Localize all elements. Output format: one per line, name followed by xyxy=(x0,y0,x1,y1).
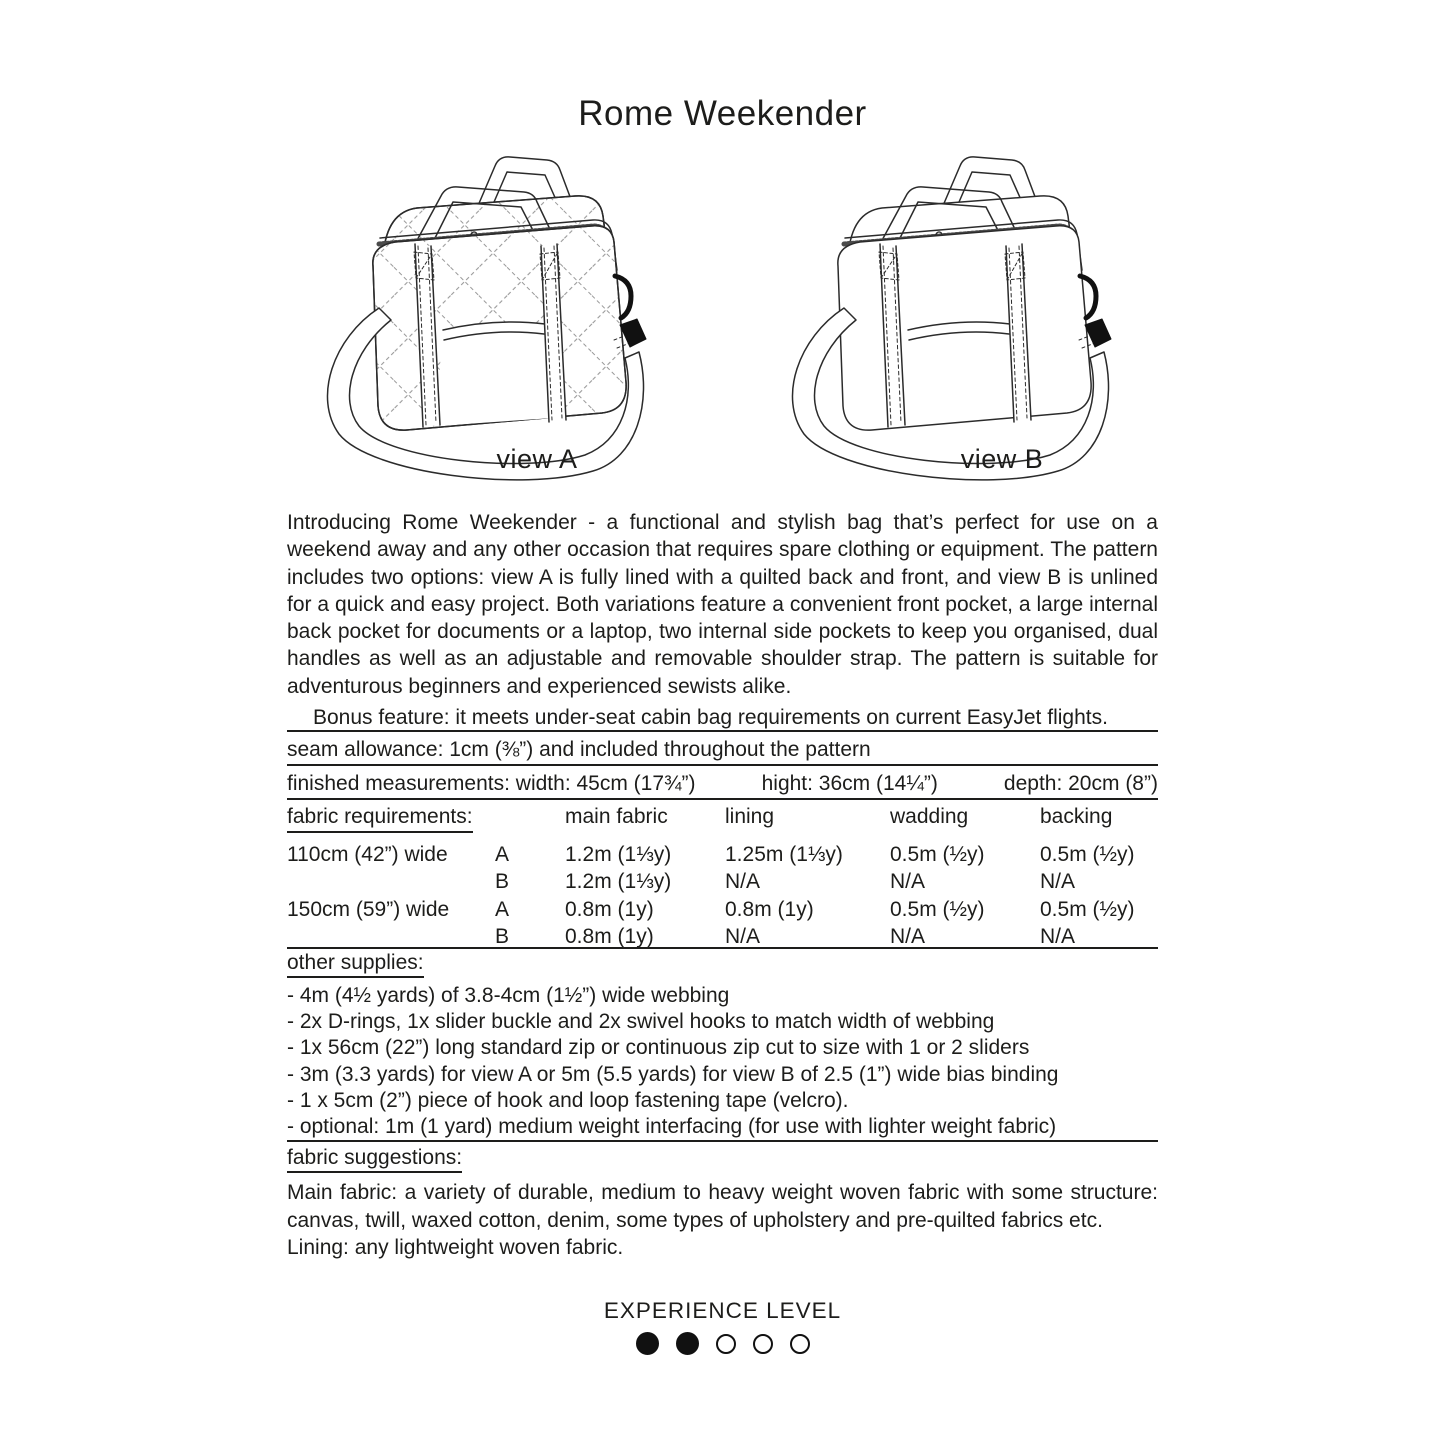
suggestion-line: Lining: any lightweight woven fabric. xyxy=(287,1236,624,1259)
supply-item: - optional: 1m (1 yard) medium weight interfacing (for use with lighter weight fabric) xyxy=(287,1115,1057,1139)
divider xyxy=(287,764,1158,766)
cell-main-fabric: 0.8m (1y) xyxy=(565,925,654,949)
experience-level-label: EXPERIENCE LEVEL xyxy=(603,1298,842,1323)
view-b-label: view B xyxy=(960,444,1044,474)
cell-backing: 0.5m (½y) xyxy=(1040,897,1135,921)
divider xyxy=(287,947,1158,949)
column-header-main-fabric: main fabric xyxy=(565,805,668,828)
divider xyxy=(287,730,1158,732)
bag-illustration-view-a xyxy=(295,140,695,515)
measurement-height: hight: 36cm (14¼”) xyxy=(761,772,938,795)
other-supplies-section xyxy=(287,951,1158,1140)
measurement-width xyxy=(287,770,696,797)
supply-item: - 4m (4½ yards) of 3.8-4cm (1½”) wide webbing xyxy=(287,984,730,1007)
cell-wadding: N/A xyxy=(890,870,926,894)
bag-illustration-view-b xyxy=(760,140,1160,515)
row-view-letter: B xyxy=(495,870,510,894)
cell-main-fabric: 1.2m (1⅓y) xyxy=(565,870,672,894)
cell-main-fabric: 1.2m (1⅓y) xyxy=(565,843,672,866)
fabric-suggestions-section xyxy=(287,1146,1158,1262)
bag-body xyxy=(838,226,1091,430)
row-view-letter: B xyxy=(495,925,510,949)
row-width-label xyxy=(287,868,495,895)
fabric-requirements-heading: fabric requirements: xyxy=(287,804,565,841)
column-header-lining: lining xyxy=(725,805,775,828)
cell-wadding: N/A xyxy=(890,925,926,949)
suggestion-line: Main fabric: a variety of durable, medium to heavy weight woven fabric with some structure: canvas, twill, waxed cotton, denim, some types of upholstery and pre-quilted fabrics etc. xyxy=(287,1181,1158,1232)
supply-item: - 3m (3.3 yards) for view A or 5m (5.5 yards) for view B of 2.5 (1”) wide bias binding xyxy=(287,1062,1059,1086)
finished-measurements-label: finished measurements: xyxy=(287,772,510,795)
view-a-label: view A xyxy=(496,444,578,474)
divider xyxy=(287,798,1158,800)
experience-dot xyxy=(753,1334,773,1354)
supply-item: - 1x 56cm (22”) long standard zip or continuous zip cut to size with 1 or 2 sliders xyxy=(287,1036,1030,1060)
cell-lining: 0.8m (1y) xyxy=(725,897,814,921)
cell-wadding: 0.5m (½y) xyxy=(890,897,985,921)
intro-paragraph: Introducing Rome Weekender - a functional and stylish bag that’s perfect for use on a weekend away and any other occasion that requires spare clothing or equipment. The pattern includes two options: view A is fully lined with a quilted back and front, and view B is unlined for a quick and easy project. Both variations feature a convenient front pocket, a large internal back pocket for documents or a laptop, two internal side pockets to keep you organised, dual handles as well as an adjustable and removable shoulder strap. The pattern is suitable for adventurous beginners and experienced sewists alike. xyxy=(287,511,1158,698)
row-width-label: 150cm (59”) wide xyxy=(287,897,450,921)
supply-item: - 2x D-rings, 1x slider buckle and 2x swivel hooks to match width of webbing xyxy=(287,1010,995,1034)
measurement-depth: depth: 20cm (8”) xyxy=(1003,772,1158,795)
divider xyxy=(287,1140,1158,1142)
bonus-note: Bonus feature: it meets under-seat cabin bag requirements on current EasyJet flights. xyxy=(313,706,1108,729)
fabric-suggestions-heading: fabric suggestions: xyxy=(287,1146,1158,1173)
experience-level-dots xyxy=(287,1332,1158,1355)
cell-main-fabric: 0.8m (1y) xyxy=(565,897,654,921)
fabric-requirements-table xyxy=(287,804,1158,951)
experience-dot xyxy=(636,1332,659,1355)
cell-lining: 1.25m (1⅓y) xyxy=(725,843,843,866)
column-header-backing: backing xyxy=(1040,805,1113,828)
cell-lining: N/A xyxy=(725,870,761,894)
experience-dot xyxy=(716,1334,736,1354)
cell-wadding: 0.5m (½y) xyxy=(890,843,985,866)
experience-dot xyxy=(676,1332,699,1355)
cell-backing: N/A xyxy=(1040,870,1076,894)
cell-backing: 0.5m (½y) xyxy=(1040,843,1135,866)
row-width-label: 110cm (42”) wide xyxy=(287,843,448,866)
cell-backing: N/A xyxy=(1040,925,1076,949)
experience-dot xyxy=(790,1334,810,1354)
cell-lining: N/A xyxy=(725,925,761,949)
column-header-wadding: wadding xyxy=(890,805,969,828)
row-view-letter: A xyxy=(495,897,510,921)
page-title: Rome Weekender xyxy=(578,94,867,133)
row-view-letter: A xyxy=(495,843,510,866)
measurement-width-value: width: 45cm (17¾”) xyxy=(515,772,696,795)
seam-allowance-note: seam allowance: 1cm (⅜”) and included throughout the pattern xyxy=(287,738,871,761)
finished-measurements-row xyxy=(287,770,1158,797)
other-supplies-heading: other supplies: xyxy=(287,951,1158,978)
supply-item: - 1 x 5cm (2”) piece of hook and loop fastening tape (velcro). xyxy=(287,1088,849,1112)
front-pocket xyxy=(435,322,553,426)
